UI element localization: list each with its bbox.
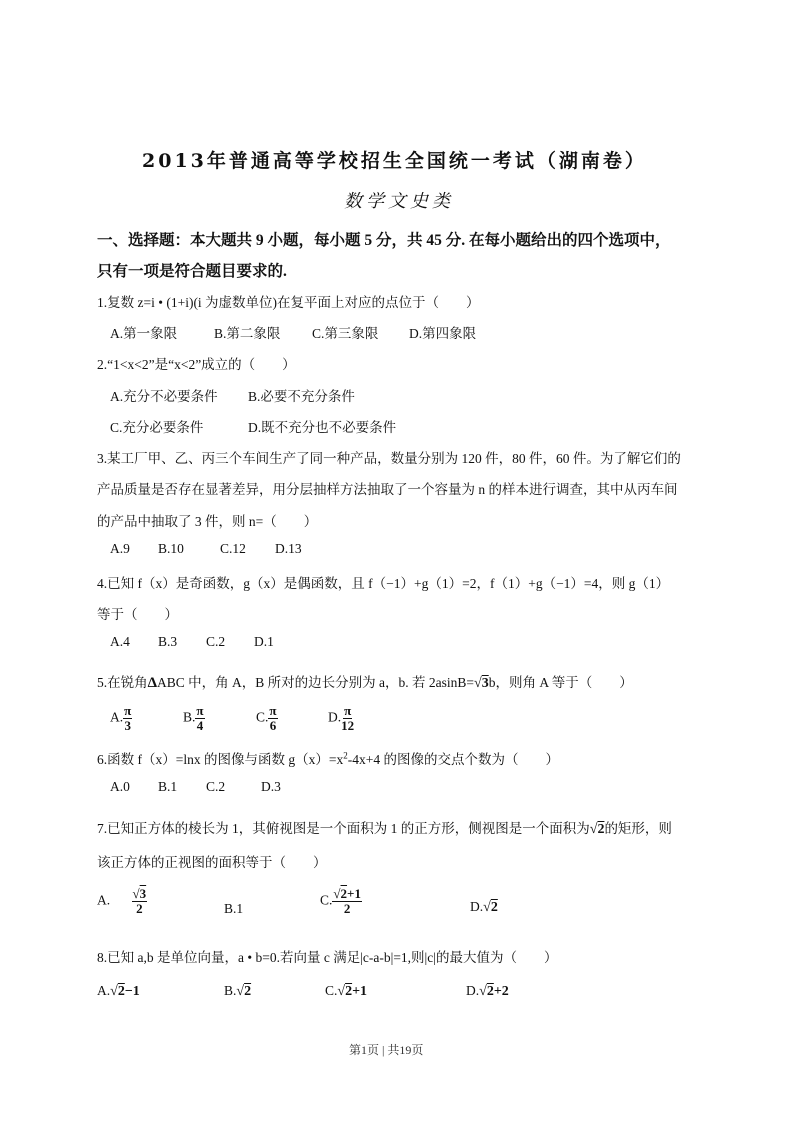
q4-option-a: A.4	[110, 634, 130, 649]
q4-option-c: C.2	[206, 634, 226, 649]
question-6-stem: 6.函数 f（x）=lnx 的图像与函数 $g(x)=x^2-4x+4$ 的图像的交点个数为（ ）	[97, 750, 559, 767]
section-heading-line2: 只有一项是符合题目要求的.	[97, 263, 287, 280]
sqrt-3: √3	[474, 676, 489, 691]
page-title: 2013年普通高等学校招生全国统一考试（湖南卷）	[142, 150, 647, 172]
q3-option-a: A.9	[110, 541, 130, 556]
q6-option-b: B.1	[158, 779, 178, 794]
q6-option-c: C.2	[206, 779, 226, 794]
q5-stem-b: ABC 中，角 A，B 所对的边长分别为 a，b. 若 2asinB=	[157, 675, 475, 690]
q8-option-a: A.√2−1	[97, 983, 140, 999]
q5-stem-a: 5.在锐角	[97, 675, 148, 690]
q2-option-a: A.充分不必要条件	[110, 389, 218, 404]
page-footer: 第1页 | 共19页	[349, 1043, 424, 1057]
question-3-line2: 产品质量是否存在显著差异，用分层抽样方法抽取了一个容量为 n 的样本进行调查，其中从丙车间	[97, 482, 678, 497]
q4-option-d: D.1	[254, 634, 274, 649]
q5-option-a: A. $\frac{\pi}{3}$	[110, 703, 132, 733]
q6-option-d: D.3	[261, 779, 281, 794]
q3-option-b: B.10	[158, 541, 184, 556]
q3-option-c: C.12	[220, 541, 246, 556]
q3-option-d: D.13	[275, 541, 302, 556]
question-8-stem: 8.已知 a,b 是单位向量，a • b=0.若向量 c 满足|c-a-b|=1,则|c|的最大值为（ ）	[97, 950, 558, 965]
q5-option-c: C. $\frac{\pi}{6}$	[256, 703, 277, 733]
q5-option-b: B. $\frac{\pi}{4}$	[183, 703, 204, 733]
triangle-symbol: Δ	[147, 675, 158, 691]
q8-option-d: D.√2+2	[466, 983, 509, 999]
q2-option-b: B.必要不充分条件	[248, 389, 355, 404]
q2-option-d: D.既不充分也不必要条件	[248, 420, 397, 435]
section-heading-line1: 一、选择题：本大题共 9 小题，每小题 5 分，共 45 分. 在每小题给出的四个选项中，	[97, 232, 671, 249]
question-3-line3: 的产品中抽取了 3 件，则 n=（ ）	[97, 514, 318, 529]
q1-option-d: D.第四象限	[409, 326, 477, 341]
question-7-line2: 该正方体的正视图的面积等于（ ）	[97, 855, 327, 870]
question-2-stem: 2.“1<x<2”是“x<2”成立的（ ）	[97, 357, 296, 372]
sqrt-2: √2	[589, 822, 605, 837]
q8-option-c: C.√2+1	[325, 983, 368, 999]
page-subtitle: 数学文史类	[344, 191, 454, 212]
q7-option-a: A. $\frac{√3}{2}$	[97, 886, 147, 916]
question-7-line1: 7.已知正方体的棱长为 1，其俯视图是一个面积为 1 的正方形，侧视图是一个面积为√2的矩形，则	[97, 821, 672, 837]
q4-option-b: B.3	[158, 634, 178, 649]
question-1-stem: 1.复数 z=i • (1+i)(i 为虚数单位)在复平面上对应的点位于（ ）	[97, 295, 480, 310]
q5-stem-c: b，则角 A 等于（ ）	[488, 675, 633, 690]
q1-option-c: C.第三象限	[312, 326, 379, 341]
q8-option-b: B.√2	[224, 983, 252, 999]
q7-option-b: B.1	[224, 901, 244, 916]
question-5-stem	[97, 671, 633, 692]
question-4-line2: 等于（ ）	[97, 607, 178, 622]
question-4-line1: 4.已知 f（x）是奇函数，g（x）是偶函数，且 f（−1）+g（1）=2，f（1）+g（−1）=4，则 g（1）	[97, 576, 670, 591]
q7-option-c: C. $\frac{√2+1}{2}$	[320, 886, 361, 916]
question-3-line1: 3.某工厂甲、乙、丙三个车间生产了同一种产品，数量分别为 120 件，80 件，60 件。为了解它们的	[97, 451, 681, 466]
q6-option-a: A.0	[110, 779, 130, 794]
q7-option-d: D.√2	[470, 899, 498, 915]
q2-option-c: C.充分必要条件	[110, 420, 204, 435]
q5-option-d: D. $\frac{\pi}{12}$	[328, 703, 355, 733]
q1-option-a: A.第一象限	[110, 326, 178, 341]
q1-option-b: B.第二象限	[214, 326, 281, 341]
